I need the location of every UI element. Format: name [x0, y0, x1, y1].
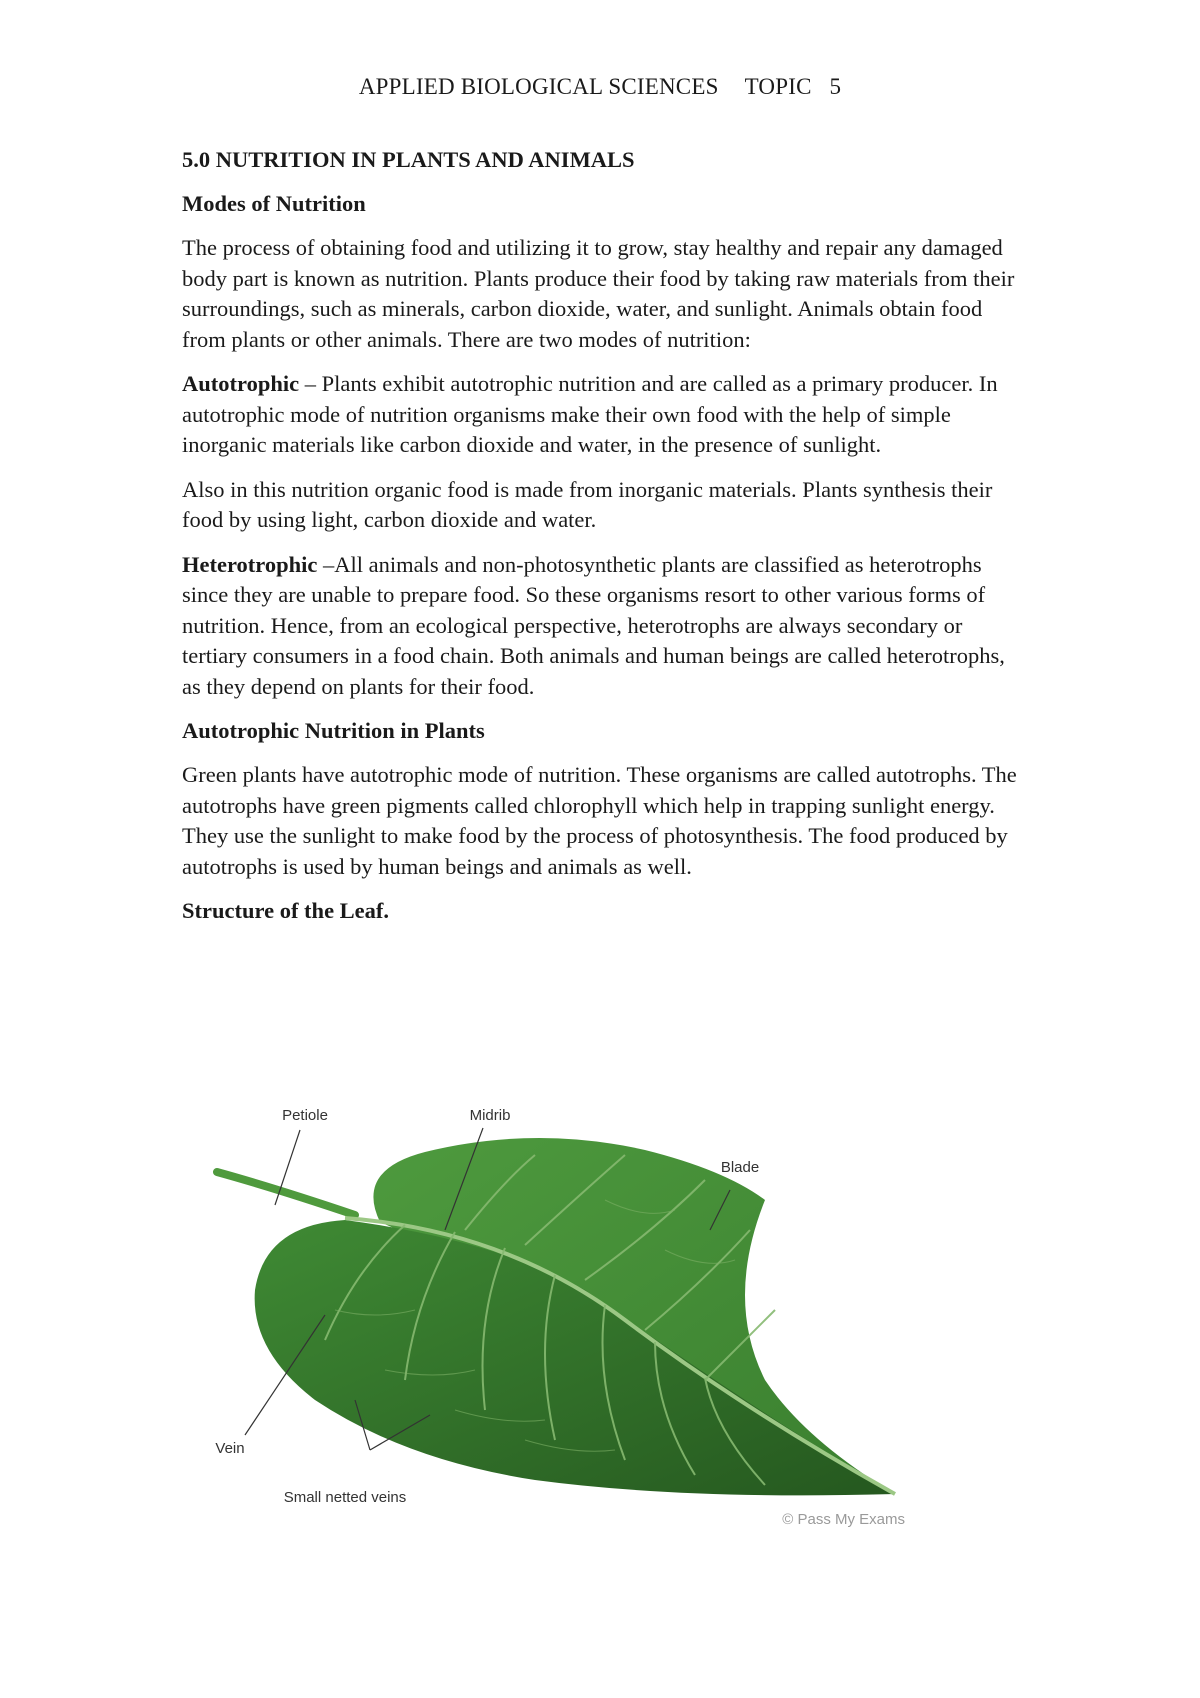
heterotrophic-text: –All animals and non-photosynthetic plants are classified as heterotrophs since they are unable to prepare food. So these organisms resort to other various forms of nutrition. Hence, from an ecological perspective, heterotrophs are always secondary or tertiary consumers in a food chain. Both animals and human beings are called heterotrophs, as they depend on plants for their food. — [182, 551, 1005, 699]
topic-number: TOPIC 5 — [744, 74, 842, 99]
leaf-illustration — [205, 1080, 925, 1530]
running-header — [0, 74, 1200, 100]
midrib-label: Midrib — [469, 1107, 511, 1124]
document-body — [182, 145, 1022, 940]
course-title: APPLIED BIOLOGICAL SCIENCES — [358, 74, 719, 99]
petiole-label: Petiole — [282, 1107, 328, 1124]
leaf-diagram — [205, 1080, 925, 1530]
figure-credit: © Pass My Exams — [782, 1511, 905, 1528]
blade-label: Blade — [720, 1159, 760, 1176]
plants-heading: Autotrophic Nutrition in Plants — [182, 718, 485, 743]
heterotrophic-paragraph — [182, 550, 1022, 703]
autotrophic-paragraph — [182, 369, 1022, 461]
modes-heading: Modes of Nutrition — [182, 191, 366, 216]
netted-veins-label: Small netted veins — [283, 1489, 407, 1506]
petiole-stalk — [217, 1172, 355, 1215]
plants-paragraph: Green plants have autotrophic mode of nutrition. These organisms are called autotrophs. The autotrophs have green pigments called chlorophyll which help in trapping sunlight energy. They use the sunlight to make food by the process of photosynthesis. The food produced by autotrophs is used by human beings and animals as well. — [182, 762, 1017, 879]
autotrophic-text: – Plants exhibit autotrophic nutrition and are called as a primary producer. In autotrophic mode of nutrition organisms make their own food with the help of simple inorganic materials like carbon dioxide and water, in the presence of sunlight. — [182, 371, 998, 457]
also-paragraph: Also in this nutrition organic food is made from inorganic materials. Plants synthesis their food by using light, carbon dioxide and water. — [182, 476, 993, 532]
section-title: 5.0 NUTRITION IN PLANTS AND ANIMALS — [182, 147, 635, 172]
autotrophic-term: Autotrophic — [182, 371, 300, 396]
intro-paragraph: The process of obtaining food and utilizing it to grow, stay healthy and repair any damaged body part is known as nutrition. Plants produce their food by taking raw materials from their surroundings, such as minerals, carbon dioxide, water, and sunlight. Animals obtain food from plants or other animals. There are two modes of nutrition: — [182, 235, 1015, 352]
leaf-heading: Structure of the Leaf. — [182, 898, 390, 923]
heterotrophic-term: Heterotrophic — [182, 551, 318, 577]
vein-label: Vein — [215, 1440, 245, 1457]
